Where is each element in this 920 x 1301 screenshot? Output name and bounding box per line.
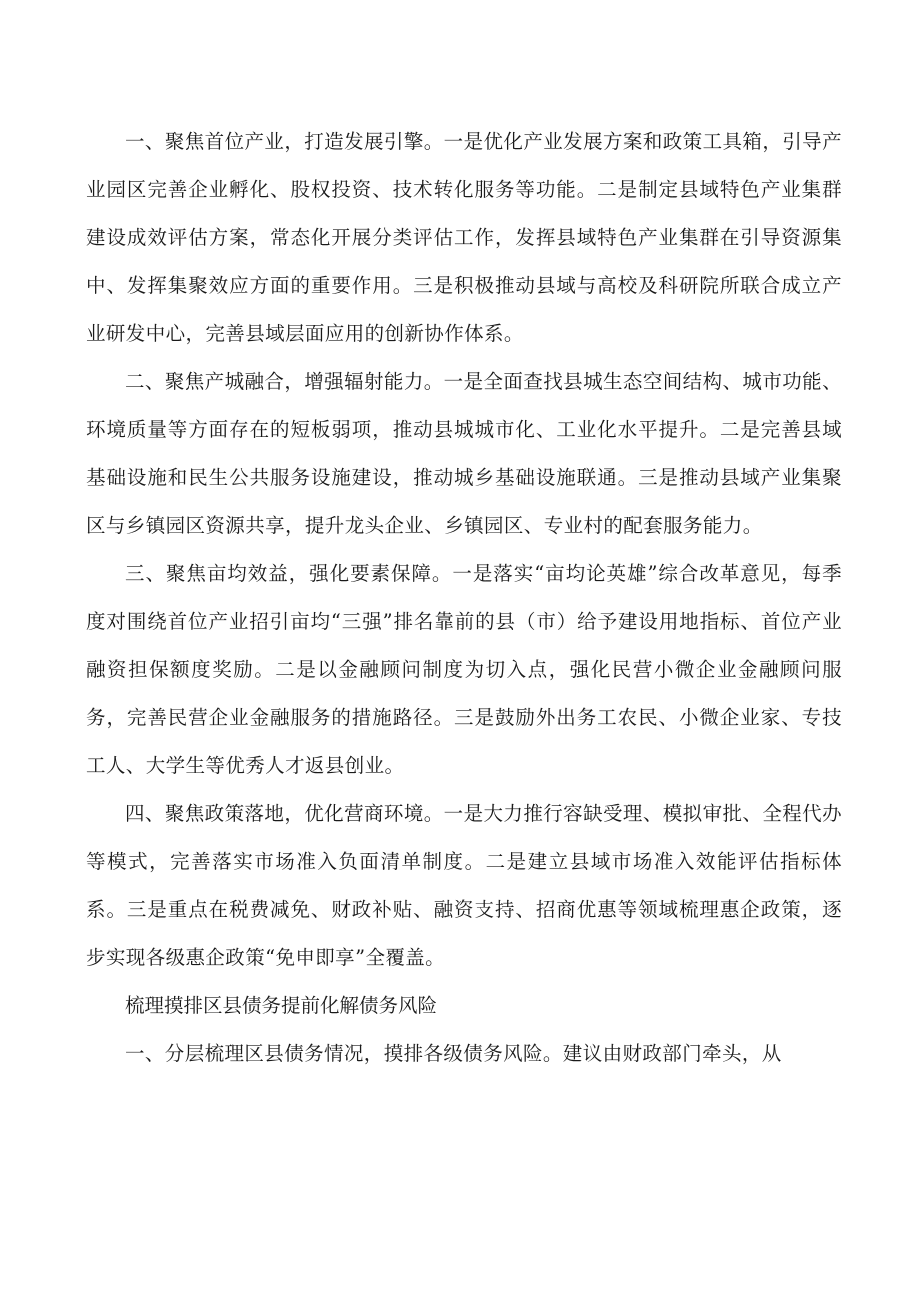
paragraph-mu-benefit: 三、聚焦亩均效益，强化要素保障。一是落实“亩均论英雄”综合改革意见，每季度对围绕首位产业招引亩均“三强”排名靠前的县（市）给予建设用地指标、首位产业融资担保额度奖励。二是以金融顾问制度为切入点，强化民营小微企业金融顾问服务，完善民营企业金融服务的措施路径。三是鼓励外出务工农民、小微企业家、专技工人、大学生等优秀人才返县创业。 xyxy=(86,562,842,777)
paragraph-industry: 一、聚焦首位产业，打造发展引擎。一是优化产业发展方案和政策工具箱，引导产业园区完善企业孵化、股权投资、技术转化服务等功能。二是制定县域特色产业集群建设成效评估方案，常态化开展分类评估工作，发挥县域特色产业集群在引导资源集中、发挥集聚效应方面的重要作用。三是积极推动县域与高校及科研院所联合成立产业研发中心，完善县域层面应用的创新协作体系。 xyxy=(86,130,842,345)
paragraph-policy: 四、聚焦政策落地，优化营商环境。一是大力推行容缺受理、模拟审批、全程代办等模式，完善落实市场准入负面清单制度。二是建立县域市场准入效能评估指标体系。三是重点在税费减免、财政补贴、融资支持、招商优惠等领域梳理惠企政策，逐步实现各级惠企政策“免申即享”全覆盖。 xyxy=(86,802,842,969)
section-heading-debt: 梳理摸排区县债务提前化解债务风险 xyxy=(125,994,438,1017)
paragraph-debt-first: 一、分层梳理区县债务情况，摸排各级债务风险。建议由财政部门牵头，从 xyxy=(125,1042,782,1065)
document-page xyxy=(86,118,842,1078)
paragraph-city-integration: 二、聚焦产城融合，增强辐射能力。一是全面查找县城生态空间结构、城市功能、环境质量等方面存在的短板弱项，推动县城城市化、工业化水平提升。二是完善县域基础设施和民生公共服务设施建设，推动城乡基础设施联通。三是推动县域产业集聚区与乡镇园区资源共享，提升龙头企业、乡镇园区、专业村的配套服务能力。 xyxy=(86,370,842,537)
